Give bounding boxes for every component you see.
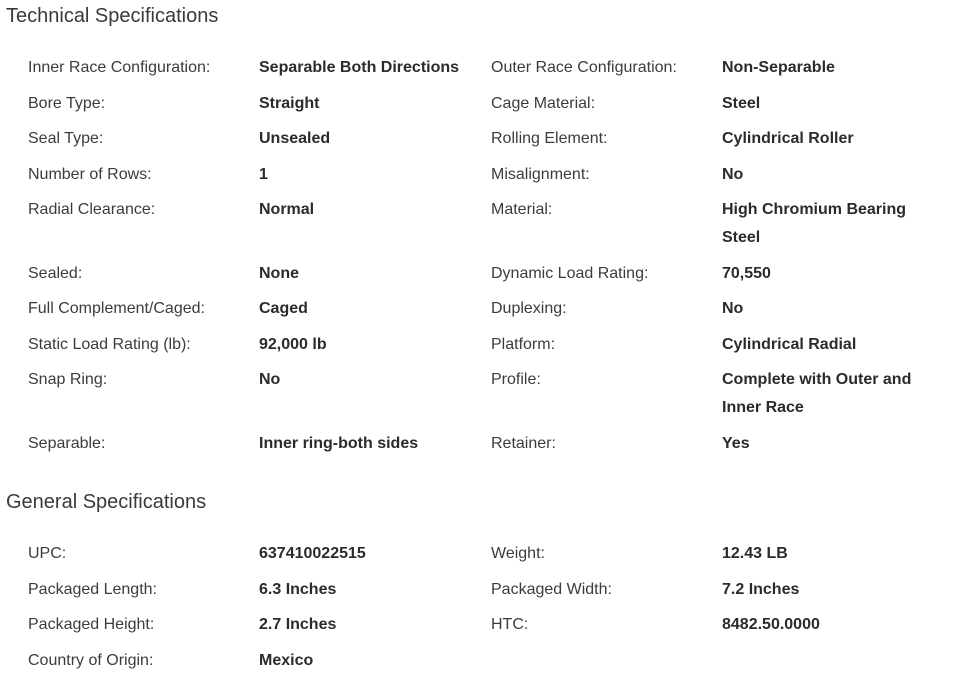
- spec-label: Full Complement/Caged:: [28, 300, 205, 317]
- spec-row: [28, 540, 948, 576]
- spec-row: [28, 611, 948, 647]
- general-specifications-table: [28, 540, 948, 682]
- spec-label: Static Load Rating (lb):: [28, 335, 191, 353]
- spec-label: Seal Type:: [28, 130, 104, 147]
- spec-label: Rolling Element:: [491, 130, 608, 147]
- spec-value: 637410022515: [259, 545, 366, 562]
- spec-row: [28, 161, 948, 197]
- spec-value: Straight: [259, 94, 320, 112]
- spec-value: 70,550: [722, 264, 771, 282]
- spec-row: [28, 576, 948, 612]
- spec-label: Dynamic Load Rating:: [491, 264, 649, 282]
- spec-label: Outer Race Configuration:: [491, 59, 677, 76]
- spec-label: Profile:: [491, 371, 541, 388]
- spec-row: [28, 90, 948, 126]
- spec-label: Duplexing:: [491, 300, 567, 317]
- technical-specifications-table: [28, 54, 948, 465]
- spec-row: [28, 647, 948, 683]
- spec-label: Retainer:: [491, 434, 556, 452]
- spec-label: Cage Material:: [491, 94, 596, 112]
- spec-row: [28, 54, 948, 90]
- spec-value: Steel: [722, 94, 761, 112]
- spec-value: 7.2 Inches: [722, 580, 800, 598]
- spec-value: Cylindrical Roller: [722, 130, 854, 147]
- spec-label: Inner Race Configuration:: [28, 59, 211, 76]
- spec-value: Yes: [722, 434, 750, 452]
- technical-specifications-title: Technical Specifications: [6, 5, 219, 27]
- spec-label: Country of Origin:: [28, 651, 154, 669]
- spec-label: Number of Rows:: [28, 165, 152, 183]
- spec-value: Caged: [259, 300, 308, 317]
- spec-label: Separable:: [28, 434, 106, 452]
- spec-value: Normal: [259, 201, 315, 218]
- spec-value: No: [722, 165, 744, 183]
- spec-label: Platform:: [491, 335, 556, 353]
- spec-label: Radial Clearance:: [28, 201, 156, 218]
- spec-label: [491, 647, 722, 683]
- spec-value: No: [722, 300, 744, 317]
- spec-row: [28, 295, 948, 331]
- spec-value: 6.3 Inches: [259, 580, 337, 598]
- spec-row: [28, 260, 948, 296]
- spec-value: [722, 647, 948, 683]
- spec-value: 92,000 lb: [259, 335, 327, 353]
- spec-row: [28, 331, 948, 367]
- spec-label: Snap Ring:: [28, 371, 108, 388]
- spec-label: Bore Type:: [28, 94, 106, 112]
- general-specifications-title: General Specifications: [6, 491, 207, 513]
- spec-row: [28, 125, 948, 161]
- spec-label: Packaged Height:: [28, 616, 155, 633]
- spec-value: Unsealed: [259, 130, 331, 147]
- spec-value: 2.7 Inches: [259, 616, 337, 633]
- spec-value: Mexico: [259, 651, 314, 669]
- spec-row: [28, 366, 948, 430]
- spec-label: Packaged Length:: [28, 580, 157, 598]
- spec-value: Cylindrical Radial: [722, 335, 857, 353]
- spec-value: Complete with Outer and Inner Race: [722, 371, 912, 416]
- spec-label: HTC:: [491, 616, 529, 633]
- spec-label: Weight:: [491, 545, 545, 562]
- spec-value: Inner ring-both sides: [259, 434, 419, 452]
- spec-row: [28, 430, 948, 466]
- spec-value: Non-Separable: [722, 59, 835, 76]
- spec-label: UPC:: [28, 545, 67, 562]
- spec-row: [28, 196, 948, 260]
- spec-value: 1: [259, 165, 268, 183]
- spec-value: 12.43 LB: [722, 545, 788, 562]
- spec-value: 8482.50.0000: [722, 616, 820, 633]
- spec-value: Separable Both Directions: [259, 59, 460, 76]
- spec-label: Misalignment:: [491, 165, 590, 183]
- spec-value: No: [259, 371, 281, 388]
- spec-value: None: [259, 264, 299, 282]
- spec-value: High Chromium Bearing Steel: [722, 201, 907, 246]
- spec-label: Packaged Width:: [491, 580, 612, 598]
- spec-label: Material:: [491, 201, 553, 218]
- spec-label: Sealed:: [28, 264, 83, 282]
